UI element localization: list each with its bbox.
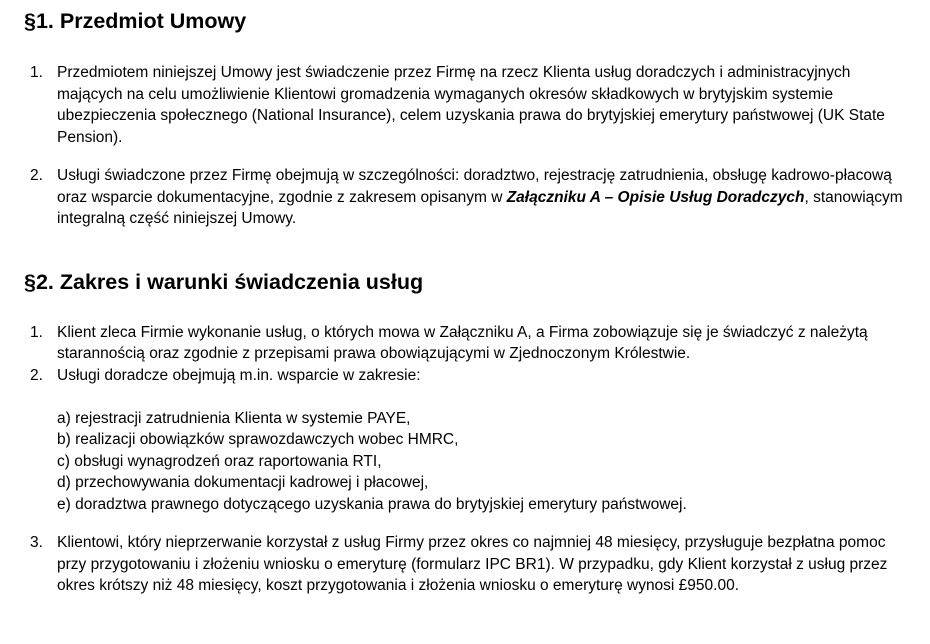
clause-number: 2. <box>30 366 43 384</box>
section-1 <box>24 9 906 230</box>
clause-number: 3. <box>30 534 43 551</box>
clause-number: 2. <box>30 167 43 184</box>
clause-item <box>24 62 906 148</box>
clause-subitem-list <box>57 408 906 516</box>
clause-item <box>24 532 906 597</box>
clause-subitem: b) realizacji obowiązków sprawozdawczych wobec HMRC, <box>57 431 459 448</box>
clause-text: , stanowiącym integralną część niniejszej Umowy. <box>57 188 903 227</box>
clause-subitem: c) obsługi wynagrodzeń oraz raportowania RTI, <box>57 452 382 470</box>
clause-text: Usługi doradcze obejmują m.in. wsparcie w zakresie: <box>57 366 421 384</box>
section-1-heading: §1. Przedmiot Umowy <box>24 9 247 33</box>
clause-emphasis-text: Załączniku A – Opisie Usług Doradczych <box>506 188 805 206</box>
section-2-heading: §2. Zakres i warunki świadczenia usług <box>24 269 424 294</box>
clause-subitem: d) przechowywania dokumentacji kadrowej i płacowej, <box>57 474 429 491</box>
clause-item <box>24 165 906 230</box>
clause-subitem: a) rejestracji zatrudnienia Klienta w systemie PAYE, <box>57 409 411 427</box>
clause-number: 1. <box>30 64 43 81</box>
clause-subitem: e) doradztwa prawnego dotyczącego uzyskania prawa do brytyjskiej emerytury państwowej. <box>57 495 687 513</box>
clause-text: Usługi świadczone przez Firmę obejmują w szczególności: doradztwo, rejestrację zatrudnienia, obsługę kadrowo-płacową oraz wsparcie dokumentacyjne, zgodnie z zakresem opisanym w <box>57 167 892 206</box>
contract-document <box>24 9 906 597</box>
clause-item <box>24 322 906 365</box>
clause-text: Klient zleca Firmie wykonanie usług, o których mowa w Załączniku A, a Firma zobowiązuje się je świadczyć z należytą starannością oraz zgodnie z przepisami prawa obowiązującymi w Zjednoczonym Królestwie. <box>57 323 868 362</box>
clause-text: Klientowi, który nieprzerwanie korzystał z usług Firmy przez okres co najmniej 48 miesięcy, przysługuje bezpłatna pomoc przy przygotowaniu i złożeniu wniosku o emeryturę (formularz IPC BR1). W przypadku, gdy Klient korzystał z usług przez okres krótszy niż 48 miesięcy, koszt przygotowania i złożenia wniosku o emeryturę wynosi £950.00. <box>57 534 888 594</box>
section-2-clause-list <box>24 322 906 597</box>
section-1-clause-list <box>24 62 906 230</box>
section-2 <box>24 270 906 597</box>
clause-item <box>24 365 906 516</box>
clause-number: 1. <box>30 323 43 341</box>
clause-text: Przedmiotem niniejszej Umowy jest świadczenie przez Firmę na rzecz Klienta usług doradczych i administracyjnych mających na celu umożliwienie Klientowi gromadzenia wymaganych okresów składkowych w brytyjskim systemie ubezpieczenia społecznego (National Insurance), celem uzyskania prawa do brytyjskiej emerytury państwowej (UK State Pension). <box>57 64 885 146</box>
